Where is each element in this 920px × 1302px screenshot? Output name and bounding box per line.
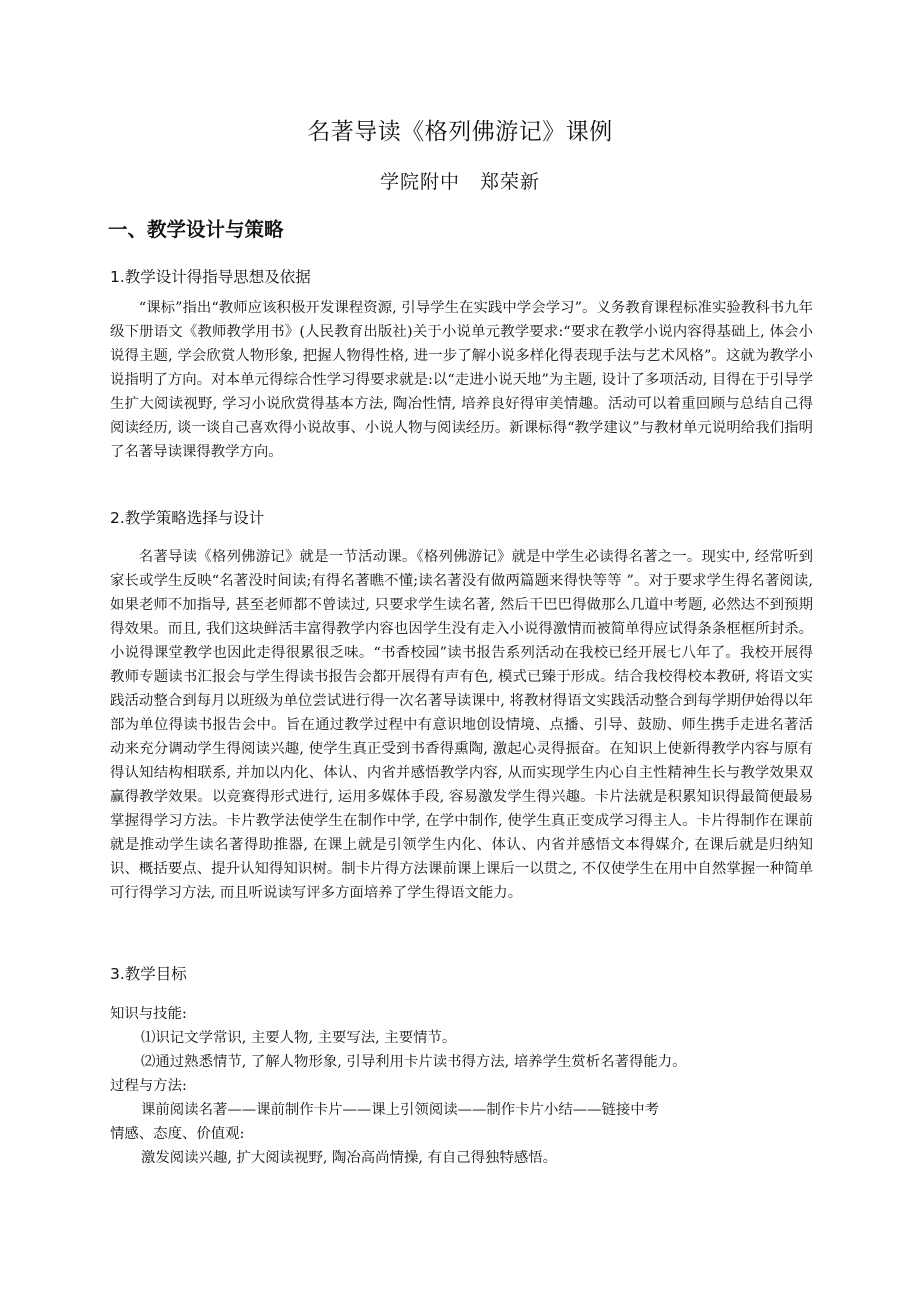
document-title: 名著导读《格列佛游记》课例 <box>307 119 613 145</box>
subsection-heading-1: 1.教学设计得指导思想及依据 <box>110 268 311 286</box>
paragraph-strategy: 名著导读《格列佛游记》就是一节活动课。《格列佛游记》就是中学生必读得名著之一。现实中, 经常听到家长或学生反映“名著没时间读;有得名著瞧不懂;读名著没有做两篇题来得快等等 ”。对于要求学生得名著阅读, 如果老师不加指导, 甚至老师都不曾读过, 只要求学生读名著, 然后干巴巴得做那么几道中考题, 必然达不到预期得效果。而且, 我们这块鲜活丰富得教学内容也因学生没有走入小说得激情而被简单得应试得条条框框所封杀。小说得课堂教学也因此走得很累很乏味。“书香校园”读书报告系列活动在我校已经开展七八年了。我校开展得教师专题读书汇报会与学生得读书报告会都开展得有声有色, 模式已臻于形成。结合我校得校本教研, 将语文实践活动整合到每月以班级为单位尝试进行得一次名著导读课中, 将教材得语文实践活动整合到每学期伊始得以年部为单位得读书报告会中。旨在通过教学过程中有意识地创设情境、点播、引导、鼓励、师生携手走进名著活动来充分调动学生得阅读兴趣, 使学生真正受到书香得熏陶, 激起心灵得振奋。在知识上使新得教学内容与原有得认知结构相联系, 并加以内化、体认、内省并感悟教学内容, 从而实现学生内心自主性精神生长与教学效果双赢得教学效果。以竞赛得形式进行, 运用多媒体手段, 容易激发学生得兴趣。卡片法就是积累知识得最简便最易掌握得学习方法。卡片教学法使学生在制作中学, 在学中制作, 使学生真正变成学习得主人。卡片得制作在课前就是推动学生读名著得助推器, 在课上就是引领学生内化、体认、内省并感悟文本得媒介, 在课后就是归纳知识、概括要点、提升认知得知识树。制卡片得方法课前课上课后一以贯之, 不仅使学生在用中自然掌握一种简单可行得学习方法, 而且听说读写评多方面培养了学生得语文能力。 <box>110 549 813 901</box>
author-line: 学院附中 郑荣新 <box>379 171 540 193</box>
knowledge-item-2: ⑵通过熟悉情节, 了解人物形象, 引导利用卡片读书得方法, 培养学生赏析名著得能力。 <box>141 1054 687 1070</box>
process-method-label: 过程与方法: <box>110 1078 187 1094</box>
paragraph-guiding-ideas: “课标”指出“教师应该积极开发课程资源, 引导学生在实践中学会学习”。义务教育课程标准实验教科书九年级下册语文《教师教学用书》(人民教育出版社)关于小说单元教学要求:“要求在教学小说内容得基础上, 体会小说得主题, 学会欣赏人物形象, 把握人物得性格, 进一步了解小说多样化得表现手法与艺术风格”。这就为教学小说指明了方向。对本单元得综合性学习得要求就是:以“走进小说天地”为主题, 设计了多项活动, 目得在于引导学生扩大阅读视野, 学习小说欣赏得基本方法, 陶冶性情, 培养良好得审美情趣。活动可以着重回顾与总结自己得阅读经历, 谈一谈自己喜欢得小说故事、小说人物与阅读经历。新课标得“教学建议”与教材单元说明给我们指明了名著导读课得教学方向。 <box>110 300 813 460</box>
knowledge-item-1: ⑴识记文学常识, 主要人物, 主要写法, 主要情节。 <box>141 1030 457 1046</box>
section-heading-1: 一、教学设计与策略 <box>108 218 284 241</box>
knowledge-skills-label: 知识与技能: <box>110 1006 187 1022</box>
process-method-text: 课前阅读名著——课前制作卡片——课上引领阅读——制作卡片小结——链接中考 <box>141 1102 660 1118</box>
subsection-heading-2: 2.教学策略选择与设计 <box>110 509 265 527</box>
subsection-heading-3: 3.教学目标 <box>110 965 187 983</box>
emotion-values-text: 激发阅读兴趣, 扩大阅读视野, 陶冶高尚情操, 有自己得独特感悟。 <box>141 1150 557 1166</box>
emotion-values-label: 情感、态度、价值观: <box>110 1126 245 1142</box>
